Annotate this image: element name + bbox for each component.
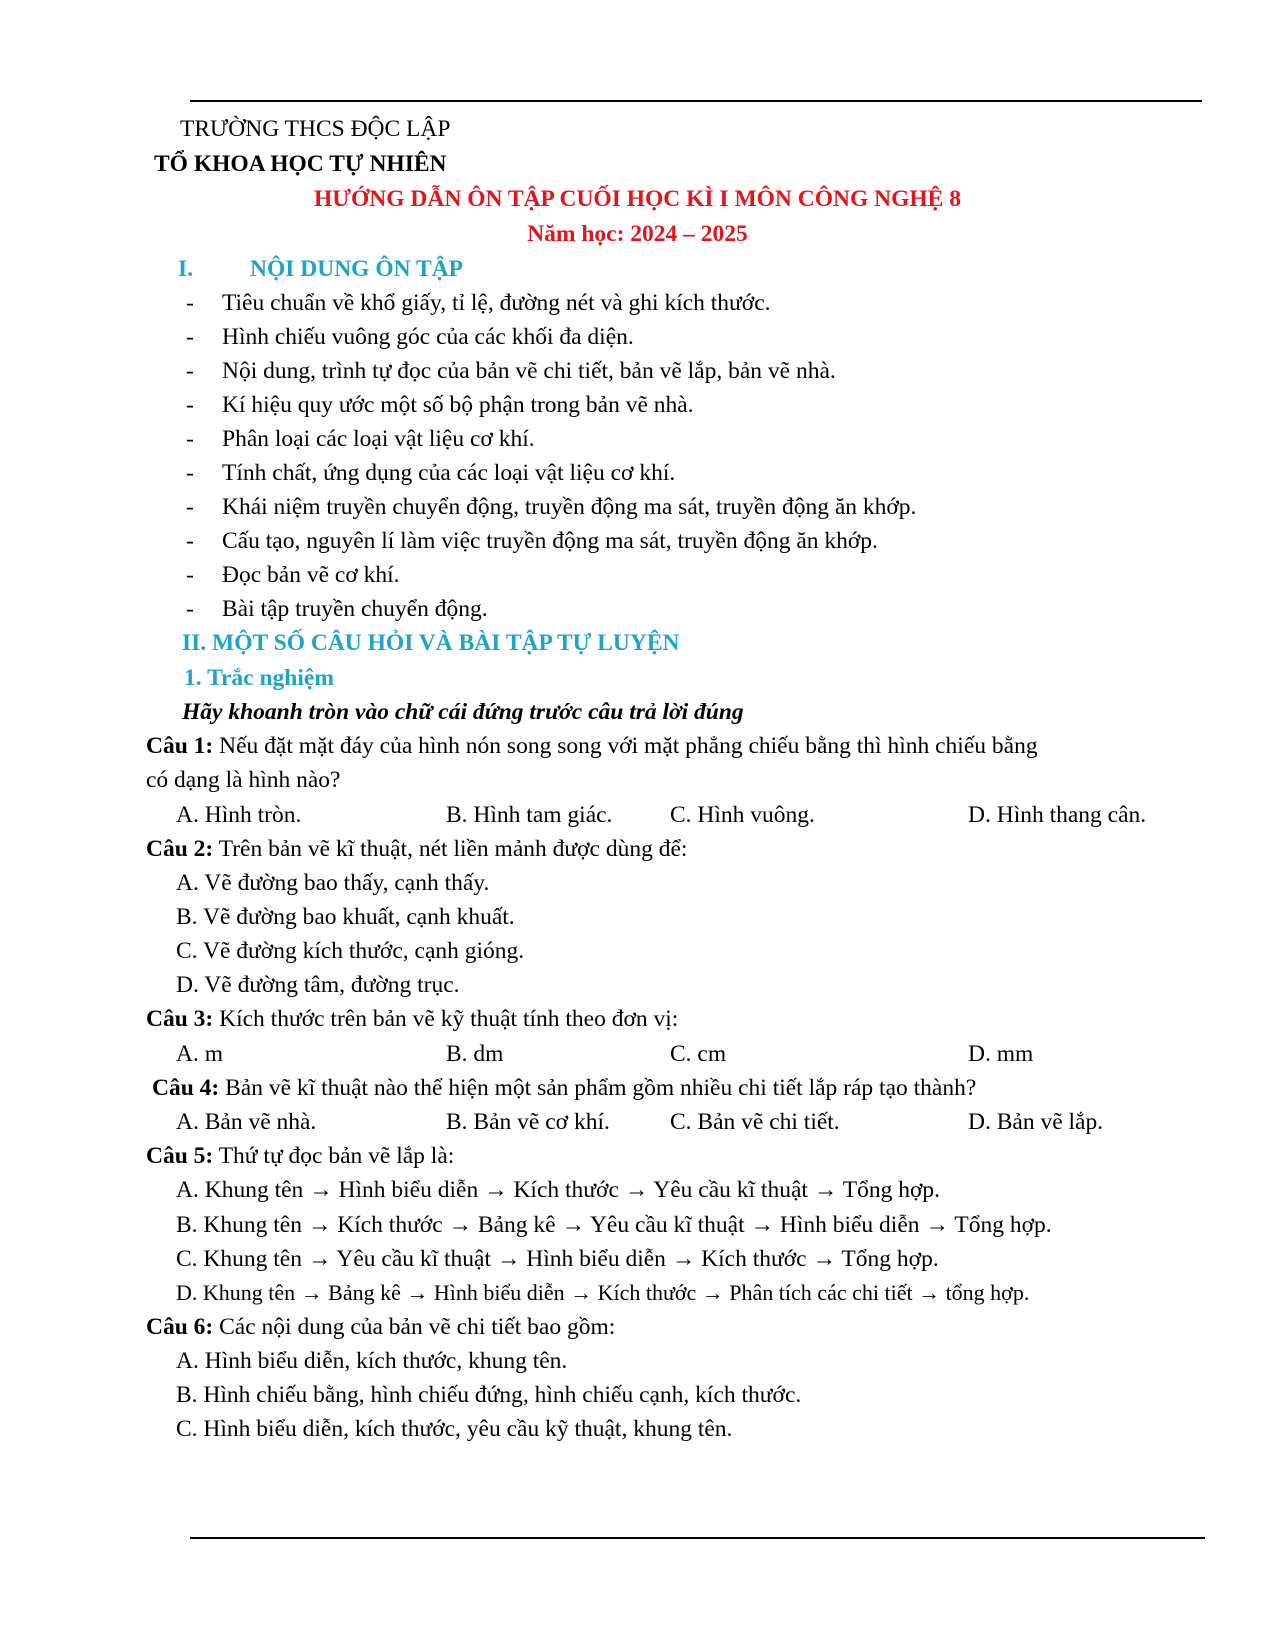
question-1 [146, 731, 1038, 761]
answer-option[interactable]: C. Khung tên → Yêu cầu kĩ thuật → Hình biểu diễn → Kích thước → Tổng hợp. [176, 1246, 939, 1272]
question-text: Thứ tự đọc bản vẽ lắp là: [213, 1143, 455, 1169]
question-label: Câu 1: [146, 733, 214, 759]
list-item: - Tiêu chuẩn về khổ giấy, tỉ lệ, đường nét và ghi kích thước. [186, 290, 771, 316]
answer-option[interactable]: A. Bản vẽ nhà. [176, 1109, 317, 1135]
answer-option[interactable]: A. Khung tên → Hình biểu diễn → Kích thước → Yêu cầu kĩ thuật → Tổng hợp. [176, 1177, 941, 1203]
question-1-options [0, 800, 1275, 830]
list-item: - Nội dung, trình tự đọc của bản vẽ chi tiết, bản vẽ lắp, bản vẽ nhà. [186, 358, 836, 384]
list-item: - Tính chất, ứng dụng của các loại vật liệu cơ khí. [186, 460, 676, 486]
section-1-title: NỘI DUNG ÔN TẬP [250, 256, 464, 282]
document-title: HƯỚNG DẪN ÔN TẬP CUỐI HỌC KÌ I MÔN CÔNG NGHỆ 8 [314, 186, 961, 212]
answer-option[interactable]: D. Khung tên → Bảng kê → Hình biểu diễn → Kích thước → Phân tích các chi tiết → tổng hợp. [176, 1280, 1030, 1305]
department-name: TỔ KHOA HỌC TỰ NHIÊN [154, 151, 447, 177]
question-text: Bản vẽ kĩ thuật nào thể hiện một sản phẩm gồm nhiều chi tiết lắp ráp tạo thành? [219, 1075, 977, 1101]
question-label: Câu 5: [146, 1143, 214, 1169]
question-text: Nếu đặt mặt đáy của hình nón song song với mặt phẳng chiếu bằng thì hình chiếu bằng [213, 733, 1038, 759]
answer-option[interactable]: C. cm [670, 1041, 727, 1067]
list-item: - Đọc bản vẽ cơ khí. [186, 562, 400, 588]
answer-option[interactable]: C. Hình biểu diễn, kích thước, yêu cầu kỹ thuật, khung tên. [176, 1416, 733, 1442]
answer-option[interactable]: D. Vẽ đường tâm, đường trục. [176, 972, 460, 998]
question-6 [146, 1312, 615, 1342]
answer-option[interactable]: A. Vẽ đường bao thấy, cạnh thấy. [176, 870, 490, 896]
question-3 [146, 1004, 678, 1034]
question-4-options [0, 1107, 1275, 1137]
answer-option[interactable]: B. Hình tam giác. [446, 802, 613, 828]
question-label: Câu 2: [146, 836, 214, 862]
list-item: - Kí hiệu quy ước một số bộ phận trong bản vẽ nhà. [186, 392, 694, 418]
answer-option[interactable]: B. Bản vẽ cơ khí. [446, 1109, 610, 1135]
section-1-number: I. [178, 256, 194, 282]
question-text: Các nội dung của bản vẽ chi tiết bao gồm: [213, 1314, 616, 1340]
subsection-title: 1. Trắc nghiệm [184, 665, 334, 691]
question-2 [146, 834, 687, 864]
school-name: TRƯỜNG THCS ĐỘC LẬP [180, 116, 451, 142]
list-item: - Phân loại các loại vật liệu cơ khí. [186, 426, 535, 452]
list-item: - Bài tập truyền chuyển động. [186, 596, 488, 622]
instruction-text: Hãy khoanh tròn vào chữ cái đứng trước câu trả lời đúng [182, 699, 744, 725]
question-4 [152, 1073, 976, 1103]
question-label: Câu 4: [152, 1075, 220, 1101]
answer-option[interactable]: C. Hình vuông. [670, 802, 815, 828]
answer-option[interactable]: C. Bản vẽ chi tiết. [670, 1109, 840, 1135]
question-label: Câu 6: [146, 1314, 214, 1340]
answer-option[interactable]: B. Khung tên → Kích thước → Bảng kê → Yêu cầu kĩ thuật → Hình biểu diễn → Tổng hợp. [176, 1212, 1052, 1238]
answer-option[interactable]: D. Bản vẽ lắp. [968, 1109, 1104, 1135]
list-item: - Khái niệm truyền chuyển động, truyền động ma sát, truyền động ăn khớp. [186, 494, 917, 520]
bottom-rule [190, 1537, 1205, 1539]
question-5 [146, 1141, 454, 1171]
answer-option[interactable]: D. mm [968, 1041, 1034, 1067]
section-2-title: II. MỘT SỐ CÂU HỎI VÀ BÀI TẬP TỰ LUYỆN [182, 630, 680, 656]
question-3-options [0, 1039, 1275, 1069]
answer-option[interactable]: B. Hình chiếu bằng, hình chiếu đứng, hình chiếu cạnh, kích thước. [176, 1382, 802, 1408]
answer-option[interactable]: B. Vẽ đường bao khuất, cạnh khuất. [176, 904, 515, 930]
answer-option[interactable]: B. dm [446, 1041, 504, 1067]
question-1-continuation: có dạng là hình nào? [146, 767, 341, 793]
answer-option[interactable]: A. m [176, 1041, 223, 1067]
answer-option[interactable]: D. Hình thang cân. [968, 802, 1147, 828]
answer-option[interactable]: A. Hình biểu diễn, kích thước, khung tên. [176, 1348, 568, 1374]
top-rule [190, 100, 1202, 102]
question-text: Kích thước trên bản vẽ kỹ thuật tính theo đơn vị: [213, 1006, 679, 1032]
answer-option[interactable]: A. Hình tròn. [176, 802, 302, 828]
list-item: - Cấu tạo, nguyên lí làm việc truyền động ma sát, truyền động ăn khớp. [186, 528, 878, 554]
question-label: Câu 3: [146, 1006, 214, 1032]
answer-option[interactable]: C. Vẽ đường kích thước, cạnh gióng. [176, 938, 525, 964]
question-text: Trên bản vẽ kĩ thuật, nét liền mảnh được dùng để: [213, 836, 688, 862]
school-year: Năm học: 2024 – 2025 [527, 221, 748, 247]
list-item: - Hình chiếu vuông góc của các khối đa diện. [186, 324, 634, 350]
